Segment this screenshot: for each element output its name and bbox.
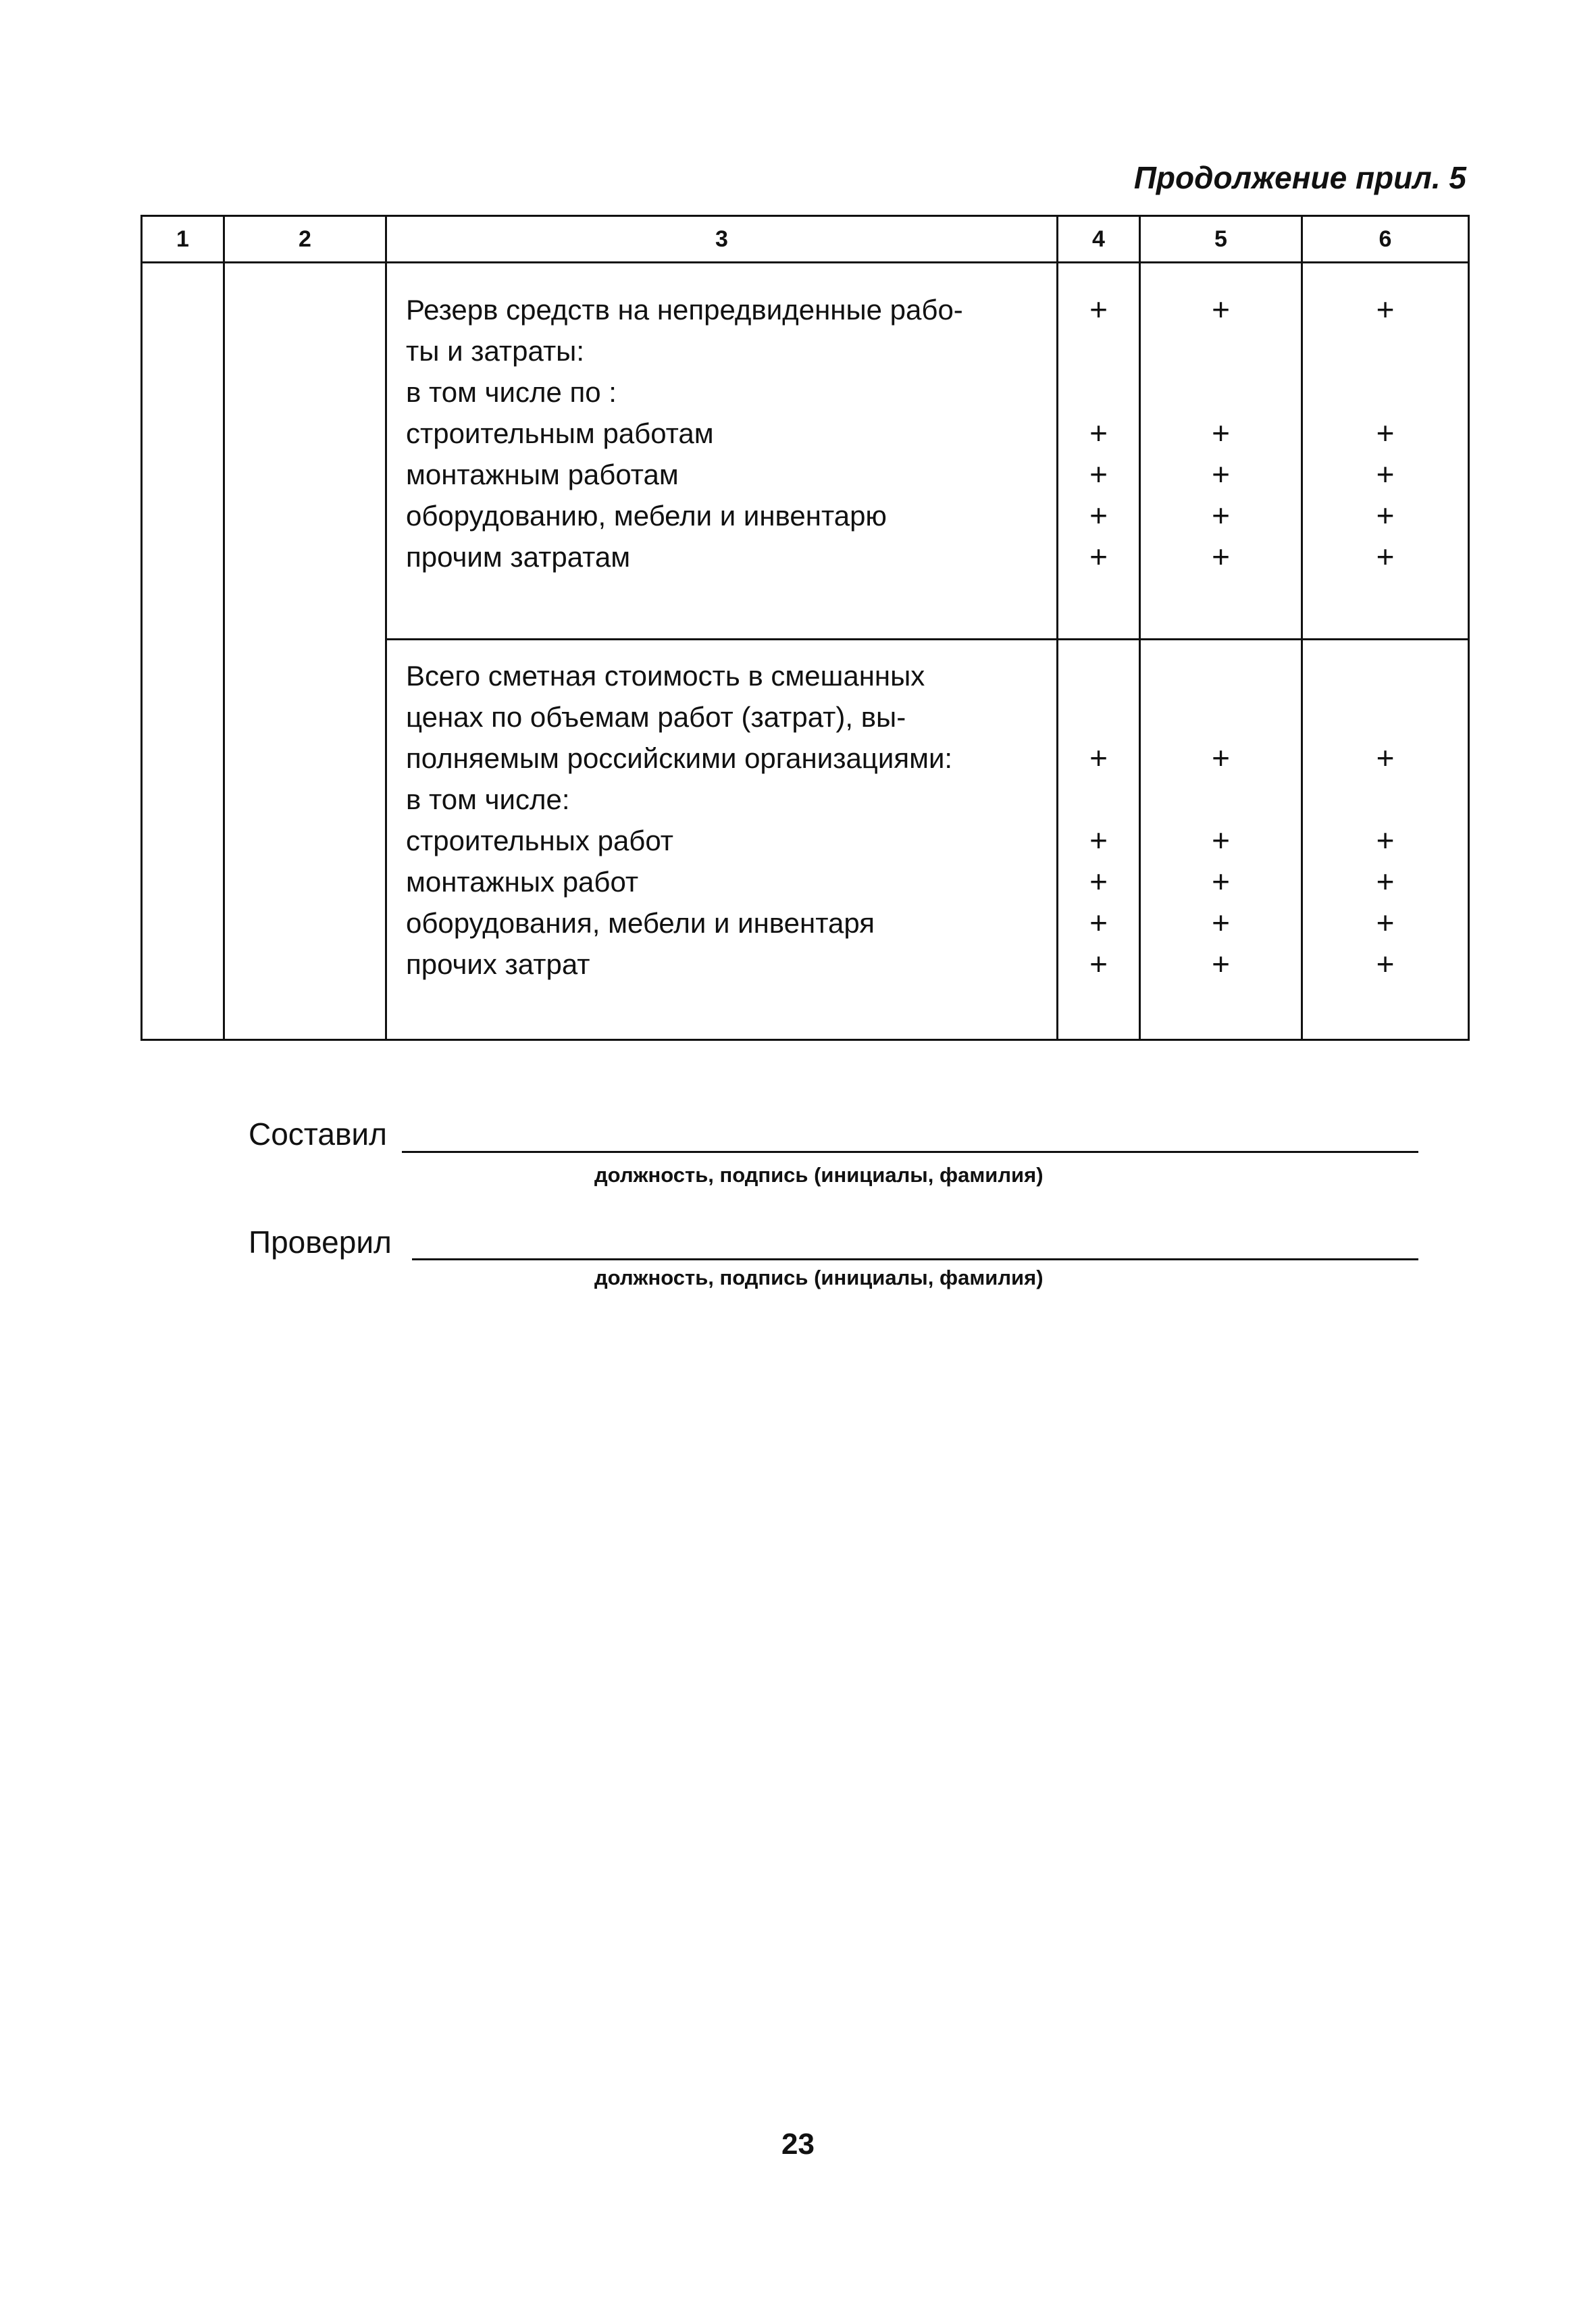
checked-by-caption: должность, подпись (инициалы, фамилия): [594, 1266, 1044, 1289]
column-6-cell: [1302, 263, 1469, 1040]
plus-mark: [1141, 696, 1301, 738]
table-bottom-rule: [142, 1040, 1469, 1042]
plus-mark: +: [1089, 498, 1108, 533]
plus-mark: [1303, 330, 1468, 371]
plus-mark: [1058, 330, 1139, 371]
total-line: ценах по объемам работ (затрат), вы-: [406, 701, 906, 733]
reserve-line: в том числе по :: [406, 376, 617, 408]
plus-mark: [1303, 655, 1468, 696]
total-section: [387, 638, 1056, 1039]
plus-mark: [1058, 655, 1139, 696]
header-note: Продолжение прил. 5: [1133, 160, 1466, 195]
reserve-line: оборудованию, мебели и инвентарю: [406, 500, 887, 532]
estimate-table: [140, 215, 1470, 1041]
total-line: прочих затрат: [406, 948, 590, 980]
plus-mark: +: [1089, 539, 1108, 574]
plus-mark: +: [1089, 823, 1108, 858]
plus-mark: +: [1089, 457, 1108, 492]
plus-mark: +: [1376, 415, 1395, 451]
description-cell: [386, 263, 1058, 1040]
plus-mark: +: [1376, 498, 1395, 533]
column-header-6: 6: [1302, 216, 1469, 263]
plus-mark: +: [1376, 539, 1395, 574]
plus-mark: +: [1376, 905, 1395, 940]
reserve-section: [387, 263, 1056, 638]
plus-mark: +: [1212, 740, 1230, 775]
compiled-by-caption: должность, подпись (инициалы, фамилия): [594, 1163, 1044, 1187]
total-line: строительных работ: [406, 825, 674, 856]
column-header-5: 5: [1140, 216, 1302, 263]
plus-mark: [1141, 371, 1301, 413]
compiled-by-label: Составил: [249, 1116, 387, 1152]
plus-mark: +: [1089, 946, 1108, 981]
plus-mark: +: [1212, 864, 1230, 899]
plus-mark: +: [1376, 457, 1395, 492]
plus-mark: +: [1376, 740, 1395, 775]
page-number: 23: [781, 2128, 815, 2161]
plus-mark: +: [1089, 292, 1108, 327]
total-line: Всего сметная стоимость в смешанных: [406, 660, 925, 692]
column-header-1: 1: [142, 216, 224, 263]
plus-mark: +: [1376, 864, 1395, 899]
column-header-3: 3: [386, 216, 1058, 263]
plus-mark: +: [1212, 946, 1230, 981]
plus-mark: +: [1212, 498, 1230, 533]
reserve-line: Резерв средств на непредвиденные рабо-: [406, 294, 963, 326]
checked-by-label: Проверил: [249, 1225, 392, 1260]
plus-mark: +: [1376, 946, 1395, 981]
plus-mark: [1058, 779, 1139, 820]
reserve-line: ты и затраты:: [406, 335, 585, 367]
reserve-line: монтажным работам: [406, 459, 679, 490]
column-header-2: 2: [224, 216, 386, 263]
plus-mark: +: [1212, 823, 1230, 858]
total-line: монтажных работ: [406, 866, 639, 898]
compiled-by-signature-line: [402, 1151, 1418, 1153]
plus-mark: +: [1089, 905, 1108, 940]
plus-mark: +: [1212, 415, 1230, 451]
plus-mark: [1058, 696, 1139, 738]
reserve-line: строительным работам: [406, 417, 714, 449]
plus-mark: [1303, 696, 1468, 738]
plus-mark: [1303, 779, 1468, 820]
plus-mark: +: [1212, 292, 1230, 327]
plus-mark: [1058, 371, 1139, 413]
total-line: в том числе:: [406, 783, 570, 815]
column-4-cell: [1058, 263, 1140, 1040]
total-line: полняемым российскими организациями:: [406, 742, 953, 774]
column-5-cell: [1140, 263, 1302, 1040]
plus-mark: +: [1212, 539, 1230, 574]
plus-mark: +: [1089, 864, 1108, 899]
plus-mark: +: [1376, 823, 1395, 858]
table-header-row: [142, 216, 1469, 263]
plus-mark: [1141, 330, 1301, 371]
total-line: оборудования, мебели и инвентаря: [406, 907, 875, 939]
plus-mark: [1141, 779, 1301, 820]
column-2-cell: [224, 263, 386, 1040]
column-header-4: 4: [1058, 216, 1140, 263]
plus-mark: +: [1089, 415, 1108, 451]
plus-mark: [1303, 371, 1468, 413]
plus-mark: +: [1212, 905, 1230, 940]
plus-mark: +: [1212, 457, 1230, 492]
plus-mark: +: [1089, 740, 1108, 775]
plus-mark: +: [1376, 292, 1395, 327]
checked-by-signature-line: [412, 1258, 1418, 1260]
reserve-line: прочим затратам: [406, 541, 631, 573]
column-1-cell: [142, 263, 224, 1040]
plus-mark: [1141, 655, 1301, 696]
table-body-row: [142, 263, 1469, 1040]
